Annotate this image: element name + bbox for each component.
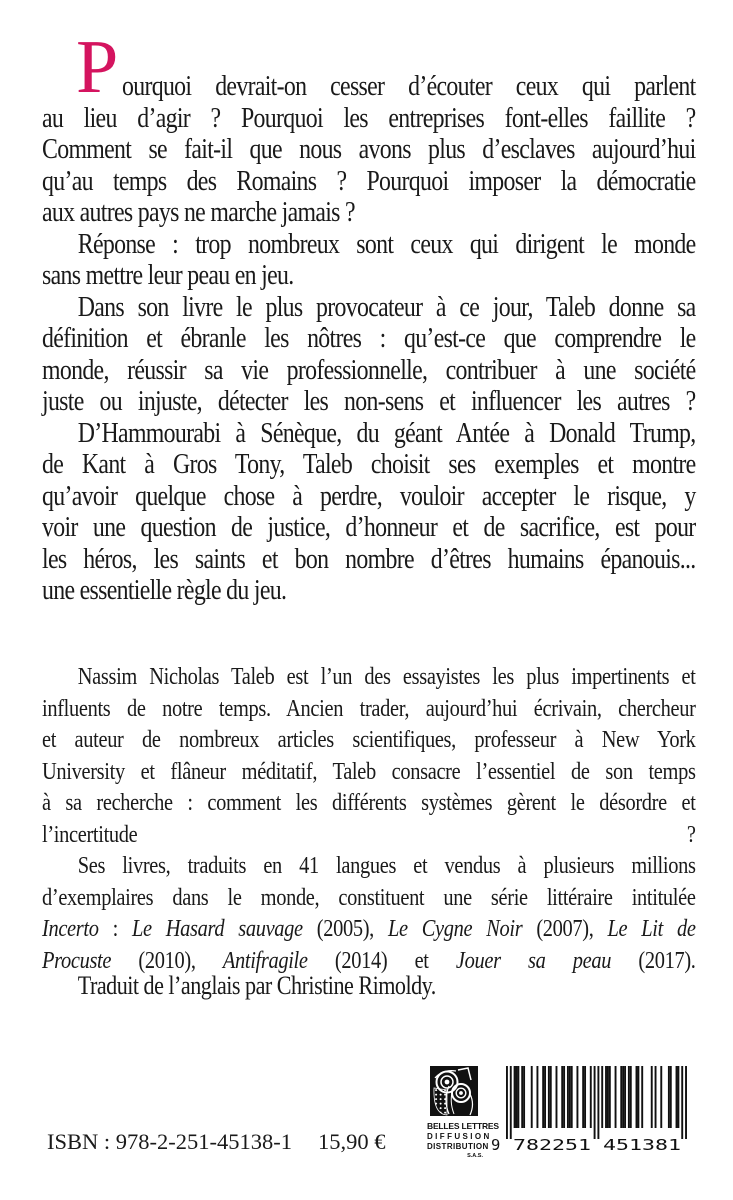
text-line: Ses livres, traduits en 41 langues et vendus à plusieurs millions: [77, 853, 696, 879]
text-line-book-titles: Procuste (2010), Antifragile (2014) et Jouer sa peau (2017).: [42, 947, 696, 974]
text-line: les héros, les saints et bon nombre d’êtres humains épanouis...: [42, 543, 696, 575]
text-line: d’exemplaires dans le monde, constituent une série littéraire intitulée: [42, 884, 696, 911]
text-line: sans mettre leur peau en jeu.: [42, 260, 294, 291]
synopsis-paragraph-1: [42, 71, 695, 229]
book-title: Incerto: [42, 916, 99, 942]
publisher-legal-form: S.A.S.: [467, 1152, 483, 1159]
isbn-price-row: [47, 1129, 385, 1155]
barcode-digits-left: 782251: [513, 1136, 591, 1152]
text-line: Dans son livre le plus provocateur à ce jour, Taleb donne sa: [77, 291, 696, 323]
book-title: Antifragile: [222, 947, 308, 974]
text-line: définition et ébranle les nôtres : qu’est-ce que comprendre le: [42, 323, 696, 354]
text-line: qu’au temps des Romains ? Pourquoi imposer la démocratie: [42, 165, 696, 197]
bio-paragraph-1: [42, 662, 695, 851]
isbn-text: ISBN : 978-2-251-45138-1: [47, 1129, 292, 1154]
drop-cap-letter: P: [76, 25, 118, 109]
publisher-name-line: DIFFUSION: [427, 1131, 492, 1141]
text-line: aux autres pays ne marche jamais ?: [42, 197, 355, 228]
synopsis-paragraph-4: [42, 418, 695, 607]
bio-paragraph-2: [42, 851, 695, 977]
book-title: Le Hasard sauvage: [131, 916, 303, 942]
publisher-name-line: DISTRIBUTION: [427, 1142, 489, 1151]
text-line: Traduit de l’anglais par Christine Rimoldy.: [77, 971, 436, 1000]
book-title: Procuste: [42, 947, 112, 974]
text-line: D’Hammourabi à Sénèque, du géant Antée à Donald Trump,: [77, 417, 696, 449]
text-line: et auteur de nombreux articles scientifiques, professeur à New York: [42, 727, 696, 753]
text-line: l’incertitude ?: [42, 821, 696, 848]
barcode-bars: [506, 1066, 687, 1139]
text-line: influents de notre temps. Ancien trader, aujourd’hui écrivain, chercheur: [42, 695, 696, 722]
text-line: University et flâneur méditatif, Taleb consacre l’essentiel de son temps: [42, 758, 696, 785]
text-line: Nassim Nicholas Taleb est l’un des essayistes les plus impertinents et: [77, 664, 696, 690]
publisher-block: [427, 1066, 499, 1160]
text-line: Comment se fait-il que nous avons plus d’esclaves aujourd’hui: [42, 134, 696, 165]
text-line: au lieu d’agir ? Pourquoi les entreprises font-elles faillite ?: [42, 102, 696, 134]
text-line: juste ou injuste, détecter les non-sens et influencer les autres ?: [42, 386, 696, 417]
synopsis-block: [42, 25, 696, 607]
text-line: voir une question de justice, d’honneur et de sacrifice, est pour: [42, 512, 696, 543]
text-line: ourquoi devrait-on cesser d’écouter ceux qui parlent: [121, 71, 696, 102]
text-line: qu’avoir quelque chose à perdre, vouloir accepter le risque, y: [42, 480, 696, 512]
text-line: une essentielle règle du jeu.: [42, 575, 287, 606]
translator-credit: [42, 970, 695, 1002]
text-line: Réponse : trop nombreux sont ceux qui dirigent le monde: [77, 228, 696, 260]
text-line: à sa recherche : comment les différents systèmes gèrent le désordre et: [42, 790, 696, 816]
ean-barcode: [490, 1066, 687, 1152]
book-title: Jouer sa peau: [455, 947, 612, 974]
text-line: monde, réussir sa vie professionnelle, contribuer à une société: [42, 354, 696, 386]
book-title: Le Lit de: [607, 916, 696, 942]
text-line: de Kant à Gros Tony, Taleb choisit ses exemples et montre: [42, 449, 696, 480]
author-bio-block: [42, 662, 695, 977]
book-title: Le Cygne Noir: [387, 916, 523, 942]
synopsis-paragraph-2: [42, 229, 695, 292]
barcode-digit-first: 9: [491, 1136, 501, 1152]
publisher-name-line: BELLES LETTRES: [427, 1121, 499, 1131]
price-text: 15,90 €: [317, 1129, 386, 1154]
text-line-book-titles: Incerto : Le Hasard sauvage (2005), Le Cygne Noir (2007), Le Lit de: [42, 916, 696, 942]
barcode-digits-right: 451381: [603, 1136, 681, 1152]
publisher-owl-logo-icon: [430, 1066, 487, 1121]
synopsis-paragraph-3: [42, 292, 695, 418]
